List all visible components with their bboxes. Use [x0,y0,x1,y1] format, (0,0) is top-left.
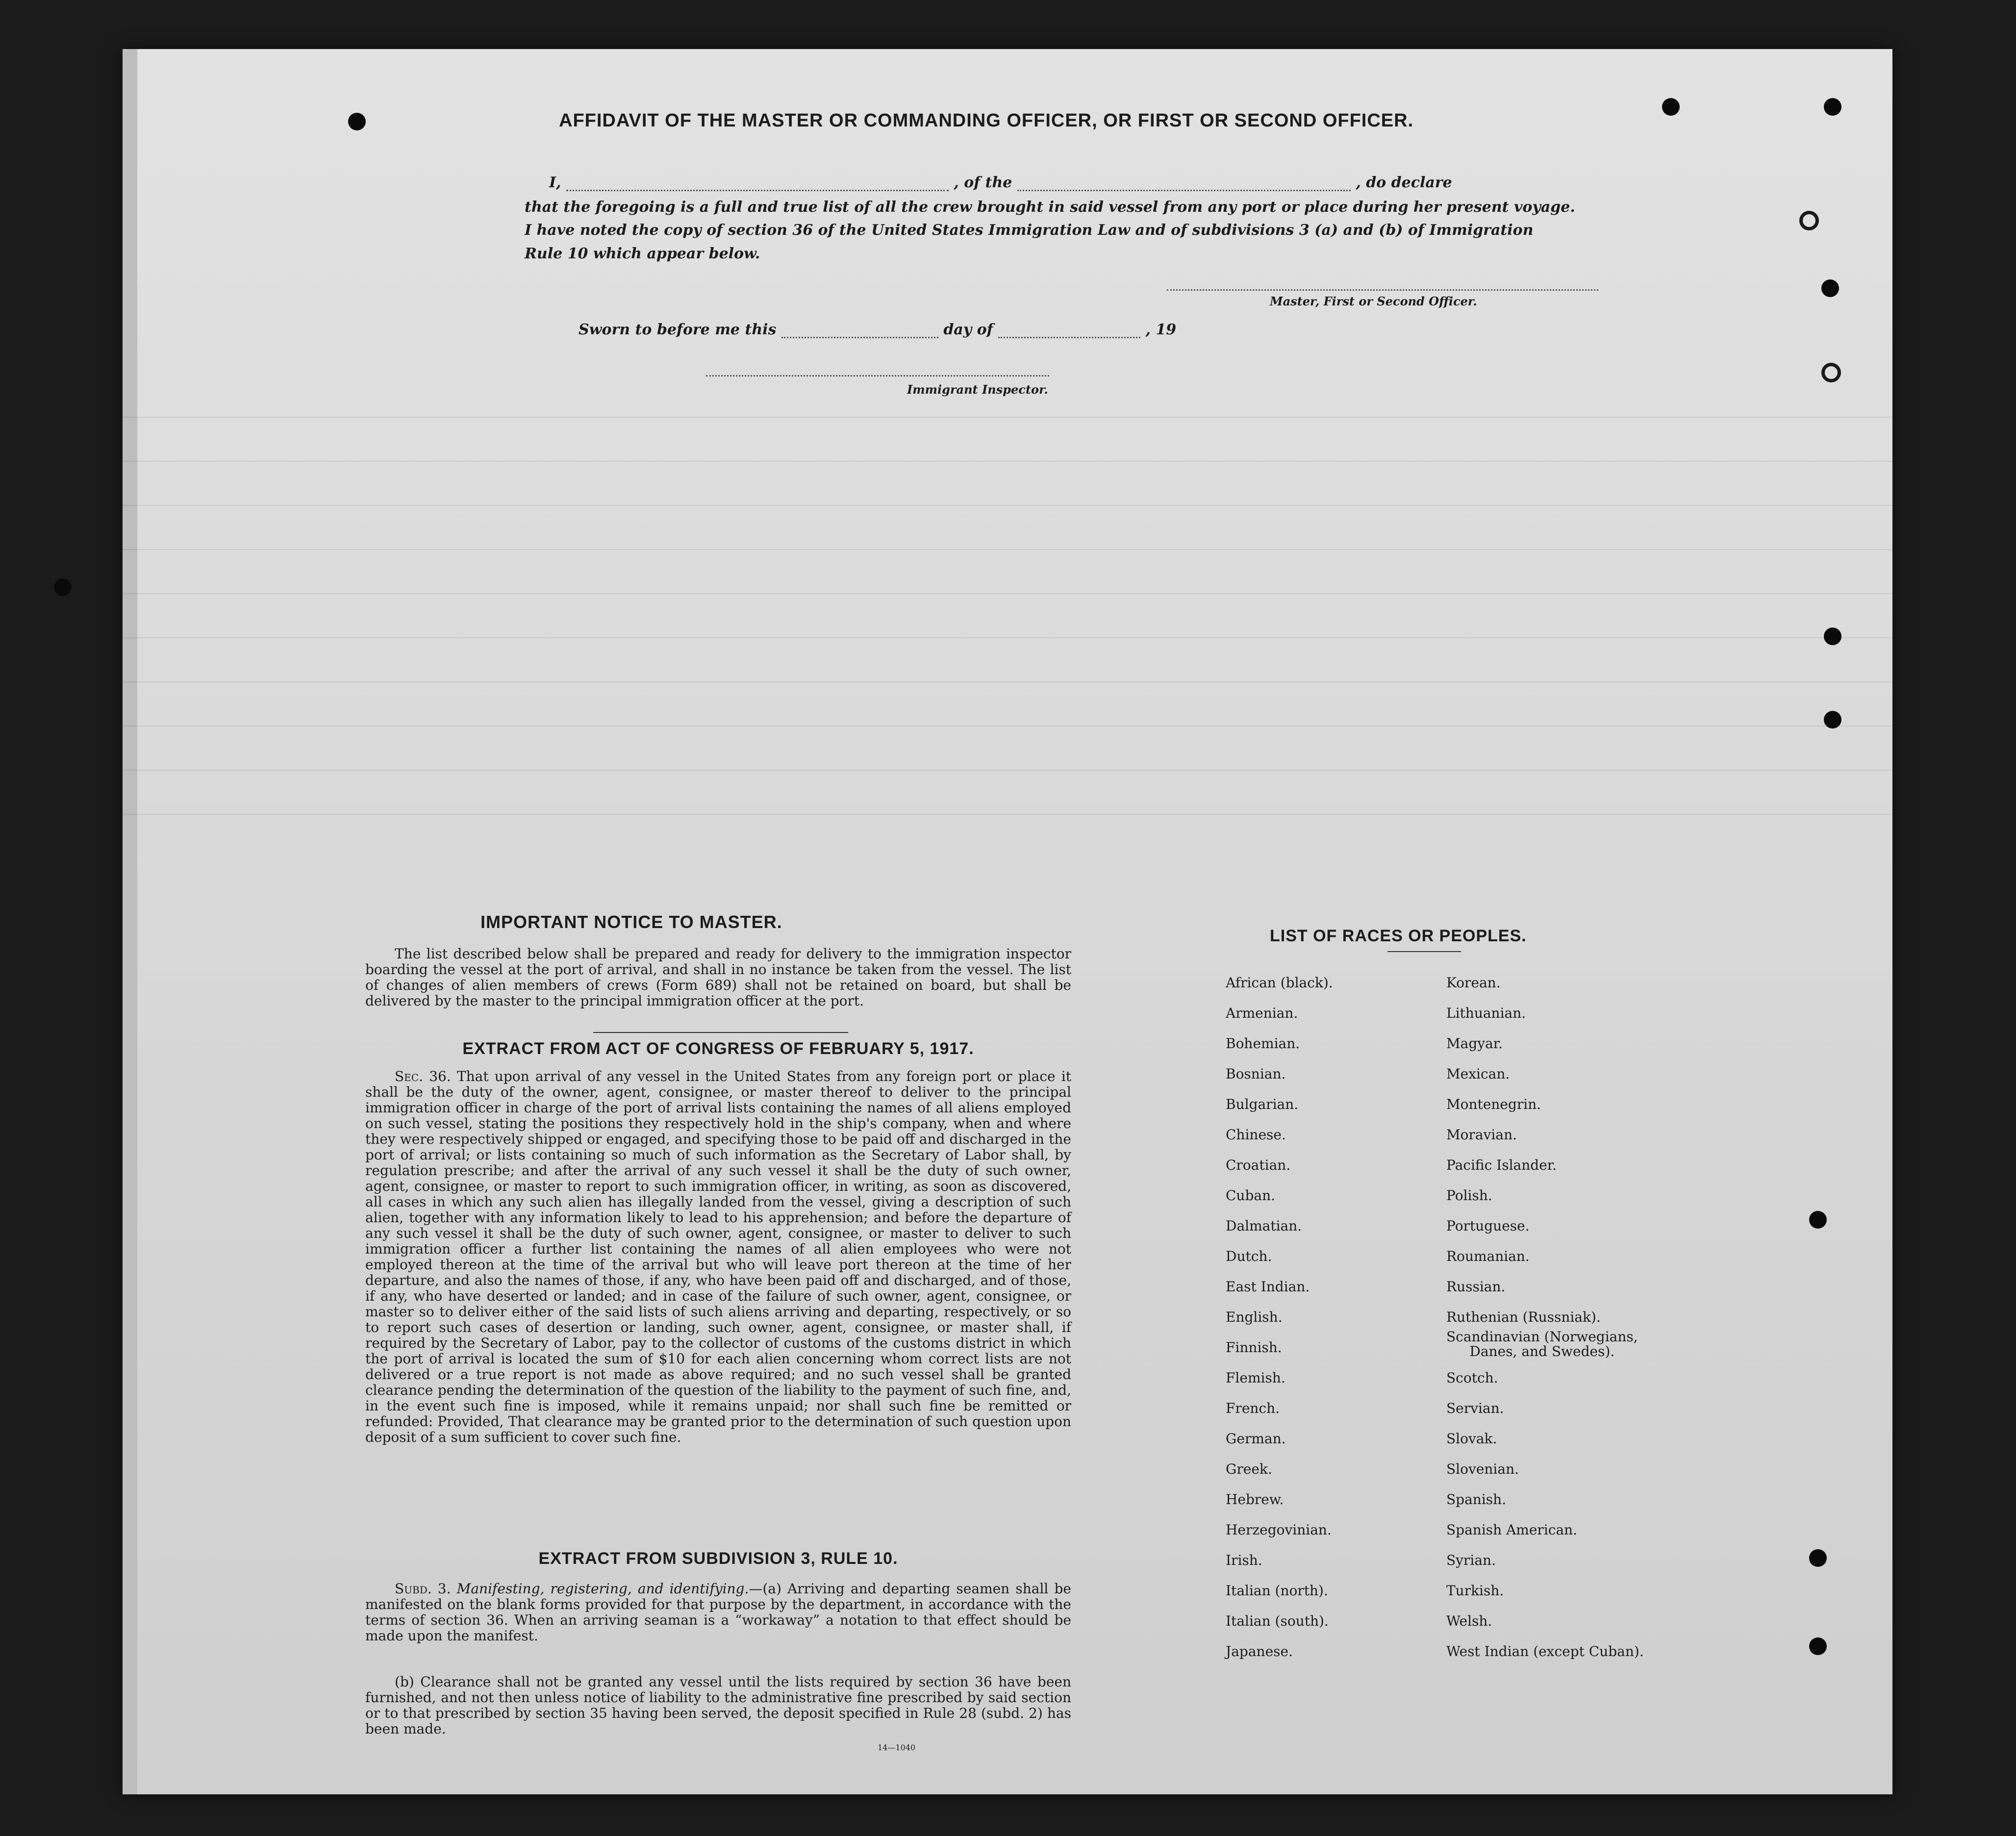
race-item: Magyar. [1446,1035,1503,1052]
affidavit-declaration-line [549,174,1628,191]
race-item: Dalmatian. [1226,1218,1302,1234]
inspector-label: Immigrant Inspector. [907,382,1048,397]
race-item: Montenegrin. [1446,1096,1541,1112]
affidavit-line-2: that the foregoing is a full and true list of all the crew brought in said vessel from any port or place during her present voyage. [525,199,1575,216]
race-item: Turkish. [1446,1583,1504,1599]
punch-hole [1799,211,1819,230]
punch-hole [348,113,366,130]
race-item: Armenian. [1226,1005,1298,1021]
race-item: Bulgarian. [1226,1096,1299,1112]
sworn-day-blank [781,323,938,338]
race-item: West Indian (except Cuban). [1446,1643,1644,1660]
notice-title: IMPORTANT NOTICE TO MASTER. [480,912,782,932]
race-item: Chinese. [1226,1127,1286,1143]
punch-hole [1809,1637,1827,1655]
affidavit-line-3: I have noted the copy of section 36 of the United States Immigration Law and of subdivisions 3 (a) and (b) of Immigration [525,222,1534,239]
page-edge [123,49,137,1794]
rule-extract-title: EXTRACT FROM SUBDIVISION 3, RULE 10. [538,1549,898,1568]
manifest-page [123,49,1892,1794]
race-item: East Indian. [1226,1279,1310,1295]
race-item: Slovak. [1446,1431,1497,1447]
rule-extract-para-b: (b) Clearance shall not be granted any vessel until the lists required by section 36 have been furnished, and not then unless notice of liability to the administrative fine prescribed by said section or to that prescribed by section 35 having been served, the deposit specified in Rule 28 (subd. 2) has been made. [365,1674,1071,1737]
race-item: Spanish American. [1446,1522,1578,1538]
day-of-label: day of [943,321,993,338]
race-item: Moravian. [1446,1127,1517,1143]
affidavit-declare: , do declare [1356,174,1452,191]
race-item: Servian. [1446,1400,1504,1416]
race-item: Irish. [1226,1552,1262,1568]
race-item: German. [1226,1431,1286,1447]
punch-hole [1809,1549,1827,1567]
race-item: Greek. [1226,1461,1272,1477]
races-underline [1387,951,1461,952]
act-extract-body [365,1069,1071,1445]
affidavit-i: I, [549,174,561,191]
race-item: Ruthenian (Russniak). [1446,1309,1601,1325]
race-item: Mexican. [1446,1066,1510,1082]
race-item: Hebrew. [1226,1491,1284,1508]
divider [593,1032,848,1033]
race-item: Russian. [1446,1279,1506,1295]
race-item: Bohemian. [1226,1035,1300,1052]
vessel-blank [1017,176,1351,191]
sworn-label: Sworn to before me this [579,321,777,338]
race-item: Scotch. [1446,1370,1498,1386]
race-item: African (black). [1226,975,1333,991]
race-item: Roumanian. [1446,1248,1530,1264]
inspector-signature-line [706,375,1049,377]
affidavit-title: AFFIDAVIT OF THE MASTER OR COMMANDING OFFICER, OR FIRST OR SECOND OFFICER. [559,110,1414,131]
rule-body-a: —(a) Arriving and departing seamen shall be manifested on the blank forms provided for that purpose by the department, in accordance with the terms of section 36. When an arriving seaman is a “workaway” a notation to that effect should be made upon the manifest. [365,1581,1071,1644]
rule-extract-para-a [365,1581,1071,1644]
race-item: Croatian. [1226,1157,1291,1173]
race-item: Scandinavian (Norwegians, Danes, and Swedes). [1446,1329,1638,1359]
race-item: French. [1226,1400,1280,1416]
race-item: Polish. [1446,1187,1492,1204]
race-item: Japanese. [1226,1643,1293,1660]
affidavit-of-the: , of the [954,174,1012,191]
race-item: Korean. [1446,975,1501,991]
punch-hole [54,578,72,596]
race-item: Dutch. [1226,1248,1272,1264]
affidavit-line-4: Rule 10 which appear below. [525,245,760,262]
race-item: Bosnian. [1226,1066,1286,1082]
year-label: , 19 [1145,321,1177,338]
race-item: Cuban. [1226,1187,1276,1204]
race-item: Pacific Islander. [1446,1157,1557,1173]
master-signature-label: Master, First or Second Officer. [1270,294,1477,308]
sworn-month-blank [998,323,1140,338]
race-item: Portuguese. [1446,1218,1530,1234]
sworn-line [579,321,1176,338]
race-item: Herzegovinian. [1226,1522,1332,1538]
race-item: Spanish. [1446,1491,1507,1508]
rule-italic-head: Manifesting, registering, and identifying. [456,1581,749,1597]
race-item: Welsh. [1446,1613,1492,1629]
race-item: Syrian. [1446,1552,1496,1568]
form-number: 14—1040 [878,1743,916,1752]
race-item: Italian (north). [1226,1583,1328,1599]
race-item: Lithuanian. [1446,1005,1526,1021]
race-item: Finnish. [1226,1339,1282,1356]
act-extract-title: EXTRACT FROM ACT OF CONGRESS OF FEBRUARY 5, 1917. [462,1039,974,1058]
races-title: LIST OF RACES OR PEOPLES. [1270,927,1527,945]
act-section-label: Sec. 36. [395,1068,451,1084]
race-item: Italian (south). [1226,1613,1329,1629]
act-section-text: That upon arrival of any vessel in the United States from any foreign port or place it shall be the duty of the owner, agent, consignee, or master thereof to deliver to the principal immigration officer in charge of the port of arrival lists containing the names of all aliens employed on such vessel, stating the positions they respectively hold in the ship's company, when and where they were respectively shipped or engaged, and specifying those to be paid off and discharged in the port of arrival; or lists containing so much of such information as the Secretary of Labor shall, by regulation prescribe; and after the arrival of any such vessel it shall be the duty of such owner, agent, consignee, or master to report to such immigration officer, in writing, as soon as discovered, all cases in which any such alien has illegally landed from the vessel, giving a description of such alien, together with any information likely to lead to his apprehension; and before the departure of any such vessel it shall be the duty of such owner, agent, consignee, or master to deliver to such immigration officer a further list containing the names of all alien employees who were not employed thereon at the time of the arrival but who will leave port thereon at the time of her departure, and also the names of those, if any, who have been paid off and discharged, and of those, if any, who have deserted or landed; and in case of the failure of such owner, agent, consignee, or master so to deliver either of the said lists of such aliens arriving and departing, respectively, or so to report such cases of desertion or landing, such owner, agent, consignee, or master shall, if required by the Secretary of Labor, pay to the collector of customs of the customs district in which the port of arrival is located the sum of $10 for each alien concerning whom correct lists are not delivered or a true report is not made as above required; and no such vessel shall be granted clearance pending the determination of the question of the liability to the payment of such fine, and, in the event such fine is imposed, while it remains unpaid; nor shall such fine be remitted or refunded: Provided, That clearance may be granted prior to the determination of such question upon deposit of a sum sufficient to cover such fine. [365,1068,1071,1445]
name-blank [566,176,949,191]
punch-hole [1662,98,1680,116]
master-signature-line [1167,289,1598,291]
punch-hole [1824,98,1841,116]
rule-subd-label: Subd. 3. [395,1581,451,1597]
race-item: Flemish. [1226,1370,1285,1386]
punch-hole [1821,363,1841,382]
notice-body: The list described below shall be prepared and ready for delivery to the immigration inspector boarding the vessel at the port of arrival, and shall in no instance be taken from the vessel. The list of changes of alien members of crews (Form 689) shall not be retained on board, but shall be delivered by the master to the principal immigration officer at the port. [365,946,1071,1009]
punch-hole [1809,1211,1827,1229]
punch-hole [1821,279,1839,297]
race-item: English. [1226,1309,1283,1325]
race-item: Slovenian. [1446,1461,1519,1477]
